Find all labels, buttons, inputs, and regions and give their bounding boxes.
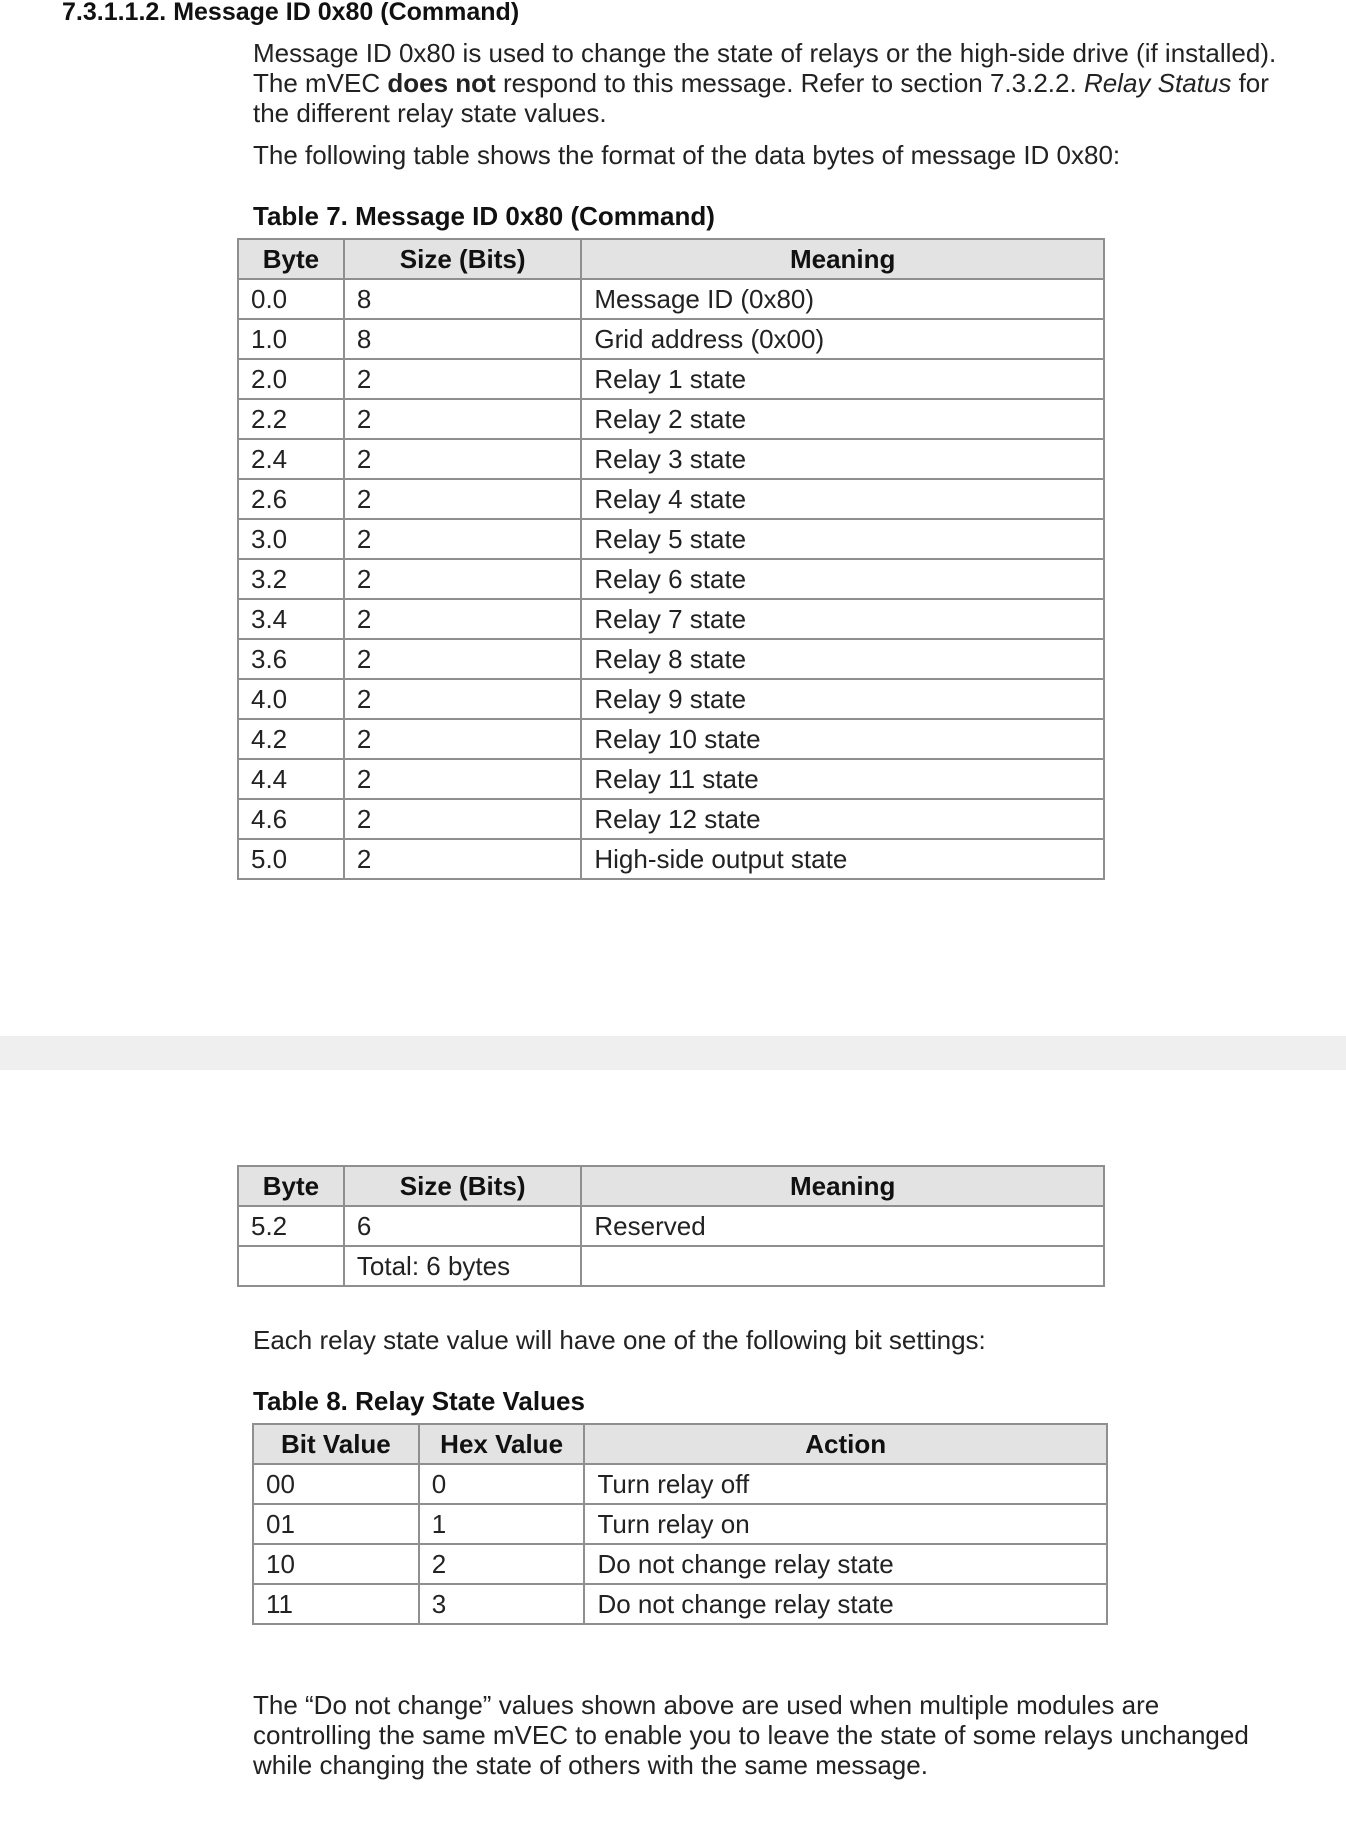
table7 [237,238,1105,880]
intro-line-2-post: for [1231,68,1269,98]
table-cell: 4.2 [238,719,344,759]
table-cell: 2.6 [238,479,344,519]
table-cell: 4.4 [238,759,344,799]
table-row [238,439,1104,479]
table-cell: 11 [253,1584,419,1624]
table-cell: 2.4 [238,439,344,479]
table-row [238,1246,1104,1286]
table-row [253,1464,1107,1504]
table-cell: 4.0 [238,679,344,719]
table-cell: 2 [344,799,581,839]
intro-line-2-pre: The mVEC [253,68,388,98]
table-cell: Relay 6 state [581,559,1104,599]
table-cell: 0.0 [238,279,344,319]
table-cell: 2 [344,479,581,519]
table-row [238,559,1104,599]
table-cell: 2 [344,679,581,719]
table-cell: Relay 5 state [581,519,1104,559]
column-header: Size (Bits) [344,1166,581,1206]
table-cell: 5.2 [238,1206,344,1246]
table8-header-row [253,1424,1107,1464]
table-cell: Relay 1 state [581,359,1104,399]
table-cell: 2.2 [238,399,344,439]
intro-line-1: Message ID 0x80 is used to change the state of relays or the high-side drive (if installed). [253,38,1277,68]
table-cell: Relay 2 state [581,399,1104,439]
table-cell: 1.0 [238,319,344,359]
table-cell: Relay 4 state [581,479,1104,519]
table-cell: 0 [419,1464,585,1504]
footer-note-line-2: controlling the same mVEC to enable you to leave the state of some relays unchanged [253,1720,1249,1750]
table-cell: 5.0 [238,839,344,879]
table-cell: 2 [344,639,581,679]
table-cell: 2 [344,399,581,439]
table-cell: 4.6 [238,799,344,839]
table7-caption: Table 7. Message ID 0x80 (Command) [253,201,715,231]
table8 [252,1423,1108,1625]
table-cell: Relay 10 state [581,719,1104,759]
page-break-band [0,1036,1346,1070]
table-cell: 2 [344,559,581,599]
table-cell: Grid address (0x00) [581,319,1104,359]
table-row [238,679,1104,719]
table-cell: 8 [344,319,581,359]
table-row [238,839,1104,879]
table-row [253,1544,1107,1584]
table-cell: 2 [344,519,581,559]
table-row [238,279,1104,319]
table-row [238,359,1104,399]
table-cell: Do not change relay state [584,1544,1107,1584]
table-cell: Turn relay on [584,1504,1107,1544]
intro-paragraph [253,38,1276,128]
table-row [238,519,1104,559]
column-header: Byte [238,1166,344,1206]
table-cell: Do not change relay state [584,1584,1107,1624]
intro-line-3: the different relay state values. [253,98,607,128]
format-sentence: The following table shows the format of the data bytes of message ID 0x80: [253,140,1121,170]
column-header: Meaning [581,239,1104,279]
table-cell: 2.0 [238,359,344,399]
table-cell: 2 [344,359,581,399]
table-cell: Relay 9 state [581,679,1104,719]
table-cell: 1 [419,1504,585,1544]
column-header: Meaning [581,1166,1104,1206]
table-cell: 3.4 [238,599,344,639]
bit-settings-sentence: Each relay state value will have one of the following bit settings: [253,1325,986,1355]
table7-body [238,279,1104,879]
table-cell: Relay 11 state [581,759,1104,799]
intro-line-2-mid: respond to this message. Refer to section 7.3.2.2. [495,68,1084,98]
section-heading: 7.3.1.1.2. Message ID 0x80 (Command) [62,0,520,26]
table-cell: Relay 12 state [581,799,1104,839]
table-cell [238,1246,344,1286]
table7-continued [237,1165,1105,1287]
table8-caption: Table 8. Relay State Values [253,1386,585,1416]
table-row [238,759,1104,799]
relay-status-reference: Relay Status [1083,68,1232,98]
intro-line-2 [253,68,1276,98]
column-header: Action [584,1424,1107,1464]
emphasis-does-not: does not [387,68,496,98]
table-row [238,799,1104,839]
table-cell: 3.0 [238,519,344,559]
table-cell: High-side output state [581,839,1104,879]
table-cell: 6 [344,1206,581,1246]
table-cell: Relay 7 state [581,599,1104,639]
table-cell: Message ID (0x80) [581,279,1104,319]
table-cell: 00 [253,1464,419,1504]
table7-cont-header-row [238,1166,1104,1206]
table-cell: Turn relay off [584,1464,1107,1504]
table-row [238,319,1104,359]
table-row [238,479,1104,519]
table-row [253,1584,1107,1624]
column-header: Hex Value [419,1424,585,1464]
column-header: Size (Bits) [344,239,581,279]
table-cell: Reserved [581,1206,1104,1246]
table-row [253,1504,1107,1544]
table-row [238,719,1104,759]
table-cell [581,1246,1104,1286]
column-header: Byte [238,239,344,279]
footer-note-line-3: while changing the state of others with the same message. [253,1750,928,1780]
table-cell: Relay 8 state [581,639,1104,679]
table-row [238,599,1104,639]
table8-body [253,1464,1107,1624]
table-cell: 2 [344,599,581,639]
table-row [238,1206,1104,1246]
footer-note [253,1690,1249,1780]
table-cell: 3.2 [238,559,344,599]
table-cell: 8 [344,279,581,319]
table7-header-row [238,239,1104,279]
table7-cont-body [238,1206,1104,1286]
column-header: Bit Value [253,1424,419,1464]
table-cell: 2 [344,719,581,759]
table-cell: 2 [419,1544,585,1584]
table-cell: 3.6 [238,639,344,679]
table-cell: Total: 6 bytes [344,1246,581,1286]
table-cell: Relay 3 state [581,439,1104,479]
table-cell: 01 [253,1504,419,1544]
table-row [238,639,1104,679]
footer-note-line-1: The “Do not change” values shown above are used when multiple modules are [253,1690,1160,1720]
table-row [238,399,1104,439]
table-cell: 2 [344,839,581,879]
table-cell: 2 [344,759,581,799]
table-cell: 2 [344,439,581,479]
table-cell: 10 [253,1544,419,1584]
table-cell: 3 [419,1584,585,1624]
